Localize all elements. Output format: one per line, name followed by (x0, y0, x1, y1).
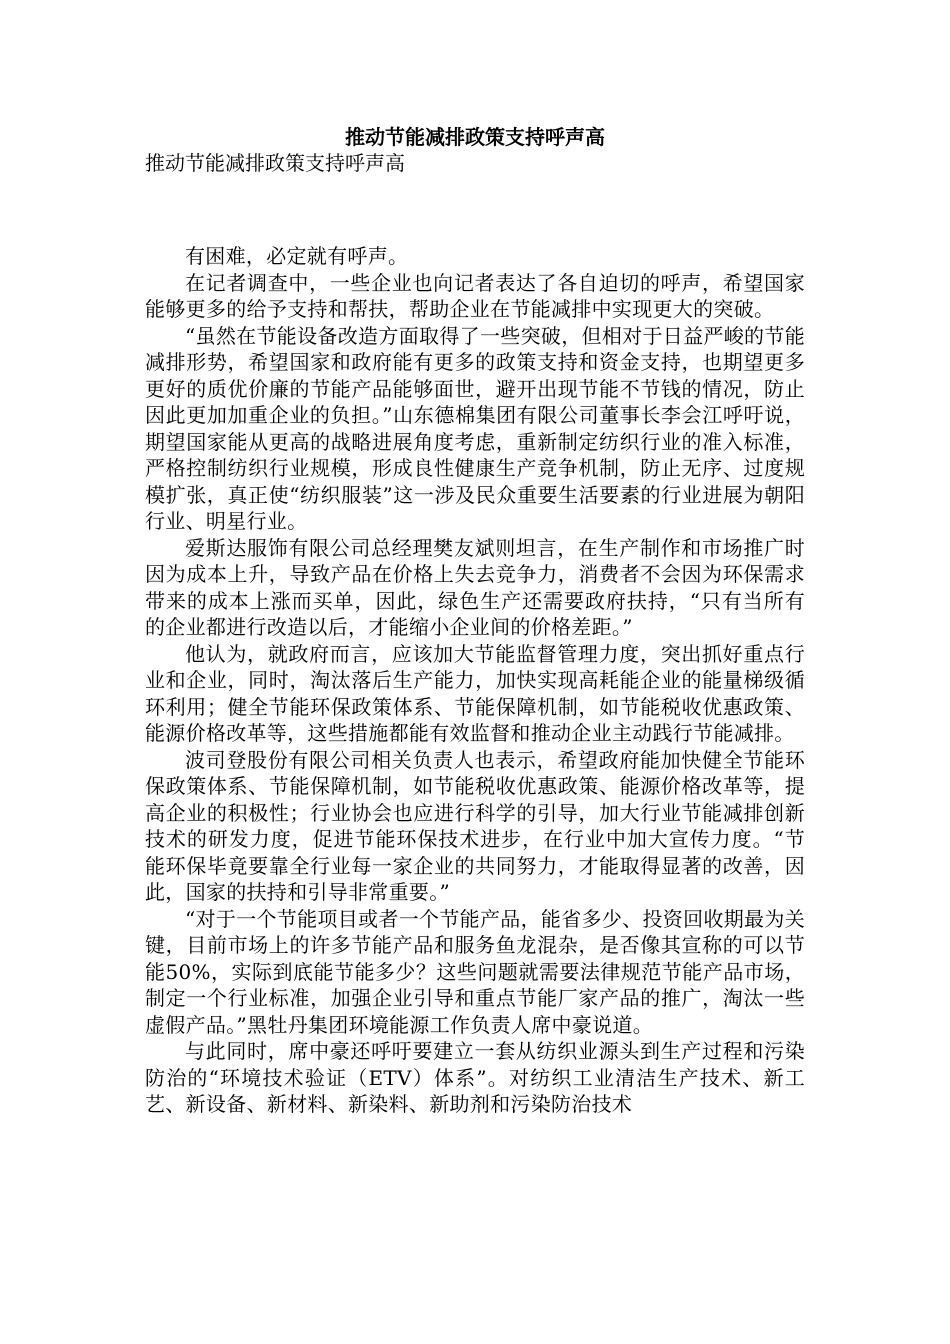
paragraph: “虽然在节能设备改造方面取得了一些突破，但相对于日益严峻的节能减排形势，希望国家和政府能有更多的政策支持和资金支持，也期望更多更好的质优价廉的节能产品能够面世，避开出现节能不节钱的情况，防止因此更加加重企业的负担。”山东德棉集团有限公司董事长李会江呼吁说，期望国家能从更高的战略进展角度考虑，重新制定纺织行业的准入标准，严格控制纺织行业规模，形成良性健康生产竞争机制，防止无序、过度规模扩张，真正使“纺织服装”这一涉及民众重要生活要素的行业进展为朝阳行业、明星行业。 (145, 323, 805, 533)
paragraph: 有困难，必定就有呼声。 (185, 244, 409, 268)
paragraph: 在记者调查中，一些企业也向记者表达了各自迫切的呼声，希望国家能够更多的给予支持和帮扶，帮助企业在节能减排中实现更大的突破。 (145, 270, 805, 321)
paragraph: 他认为，就政府而言，应该加大节能监督管理力度，突出抓好重点行业和企业，同时，淘汰落后生产能力，加快实现高耗能企业的能量梯级循环利用；健全节能环保政策体系、节能保障机制，如节能税收优惠政策、能源价格改革等，这些措施都能有效监督和推动企业主动践行节能减排。 (145, 641, 805, 745)
paragraph: 与此同时，席中豪还呼吁要建立一套从纺织业源头到生产过程和污染防治的“环境技术验证（ETV）体系”。对纺织工业清洁生产技术、新工艺、新设备、新材料、新染料、新助剂和污染防治技术 (145, 1039, 805, 1116)
paragraph: 爱斯达服饰有限公司总经理樊友斌则坦言，在生产制作和市场推广时因为成本上升，导致产品在价格上失去竞争力，消费者不会因为环保需求带来的成本上涨而买单，因此，绿色生产还需要政府扶持，“只有当所有的企业都进行改造以后，才能缩小企业间的价格差距。” (145, 535, 805, 639)
document-subtitle: 推动节能减排政策支持呼声高 (145, 151, 405, 175)
paragraph: “对于一个节能项目或者一个节能产品，能省多少、投资回收期最为关键，目前市场上的许多节能产品和服务鱼龙混杂，是否像其宣称的可以节能50%，实际到底能节能多少？这些问题就需要法律规范节能产品市场，制定一个行业标准，加强企业引导和重点节能厂家产品的推广，淘汰一些虚假产品。”黑牡丹集团环境能源工作负责人席中豪说道。 (145, 906, 805, 1037)
document-title: 推动节能减排政策支持呼声高 (345, 125, 605, 149)
document-body (145, 243, 805, 1118)
paragraph: 波司登股份有限公司相关负责人也表示，希望政府能加快健全节能环保政策体系、节能保障机制，如节能税收优惠政策、能源价格改革等，提高企业的积极性；行业协会也应进行科学的引导，加大行业节能减排创新技术的研发力度，促进节能环保技术进步，在行业中加大宣传力度。“节能环保毕竟要靠全行业每一家企业的共同努力，才能取得显著的改善，因此，国家的扶持和引导非常重要。” (145, 747, 805, 904)
